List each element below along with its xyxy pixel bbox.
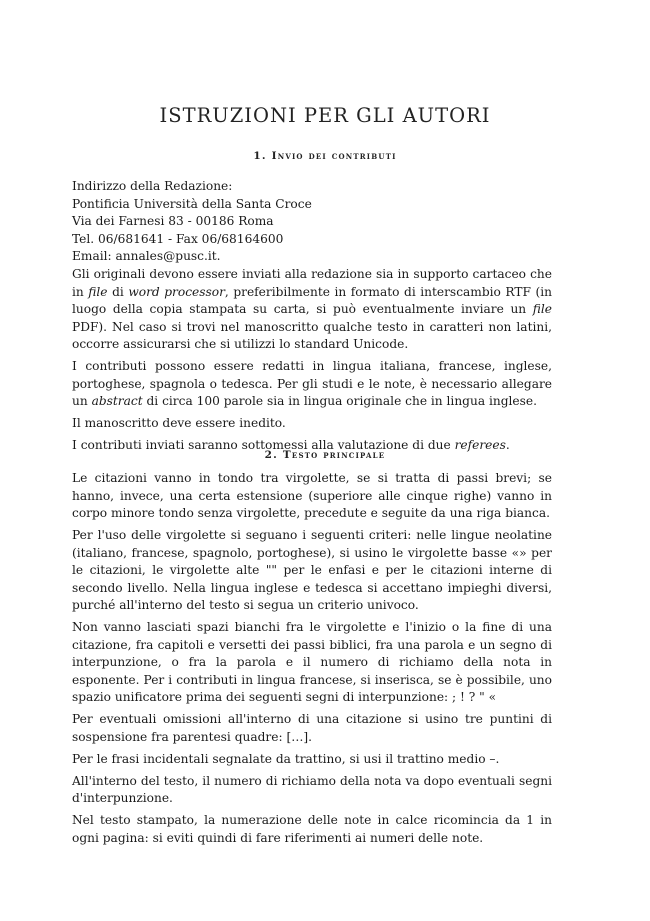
- editorial-address: [72, 178, 552, 266]
- section-heading-invio: 1. Invio dei contributi: [253, 150, 397, 162]
- paragraph: Gli originali devono essere inviati alla redazione sia in supporto cartaceo che in file di word processor, preferibilmente in formato di interscambio RTF (in luogo della copia stampata su carta, si può eventualmente inviare un file PDF). Nel caso si trovi nel manoscritto qualche testo in caratteri non latini, occorre assicurarsi che si utilizzi lo standard Unicode.: [72, 267, 552, 351]
- paragraph: Non vanno lasciati spazi bianchi fra le virgolette e l'inizio o la fine di una citazione, fra capitoli e versetti dei passi biblici, fra una parola e un segno di interpunzione, o fra la parola e il numero di richiamo della nota in esponente. Per i contributi in lingua francese, si inserisca, se è possibile, uno spazio unificatore prima dei seguenti segni di interpunzione: ; ! ? " «: [72, 620, 552, 704]
- address-line: Indirizzo della Redazione:: [72, 179, 233, 193]
- paragraph: Le citazioni vanno in tondo tra virgolette, se si tratta di passi brevi; se hanno, invece, una certa estensione (superiore alle cinque righe) vanno in corpo minore tondo senza virgolette, precedute e seguite da una riga bianca.: [72, 471, 552, 520]
- section-heading-testo: 2. Testo principale: [264, 449, 386, 461]
- paragraph: Per eventuali omissioni all'interno di una citazione si usino tre puntini di sospensione fra parentesi quadre: […].: [72, 712, 552, 744]
- section-2-body: [72, 470, 552, 852]
- address-line: Pontificia Università della Santa Croce: [72, 196, 312, 211]
- address-line: Tel. 06/681641 - Fax 06/68164600: [72, 231, 284, 246]
- paragraph: I contributi possono essere redatti in lingua italiana, francese, inglese, portoghese, spagnola o tedesca. Per gli studi e le note, è necessario allegare un abstract di circa 100 parole sia in lingua originale che in lingua inglese.: [72, 359, 552, 408]
- address-line: Via dei Farnesi 83 - 00186 Roma: [72, 214, 274, 228]
- paragraph: Il manoscritto deve essere inedito.: [72, 416, 286, 430]
- address-line: Email: annales@pusc.it.: [72, 249, 221, 263]
- paragraph: Per le frasi incidentali segnalate da trattino, si usi il trattino medio –.: [72, 751, 500, 766]
- paragraph: I contributi inviati saranno sottomessi alla valutazione di due referees.: [72, 438, 510, 452]
- paragraph: Per l'uso delle virgolette si seguano i seguenti criteri: nelle lingue neolatine (italiano, francese, spagnolo, portoghese), si usino le virgolette basse «» per le citazioni, le virgolette alte "" per le enfasi e per le citazioni interne di secondo livello. Nella lingua inglese e tedesca si accettano impieghi diversi, purché all'interno del testo si segua un criterio univoco.: [72, 528, 552, 612]
- paragraph: Nel testo stampato, la numerazione delle note in calce ricomincia da 1 in ogni pagina: si eviti quindi di fare riferimenti ai numeri delle note.: [72, 813, 552, 845]
- page-title: ISTRUZIONI PER GLI AUTORI: [159, 104, 491, 127]
- section-1-body: [72, 266, 552, 459]
- paragraph: All'interno del testo, il numero di richiamo della nota va dopo eventuali segni d'interpunzione.: [72, 773, 552, 805]
